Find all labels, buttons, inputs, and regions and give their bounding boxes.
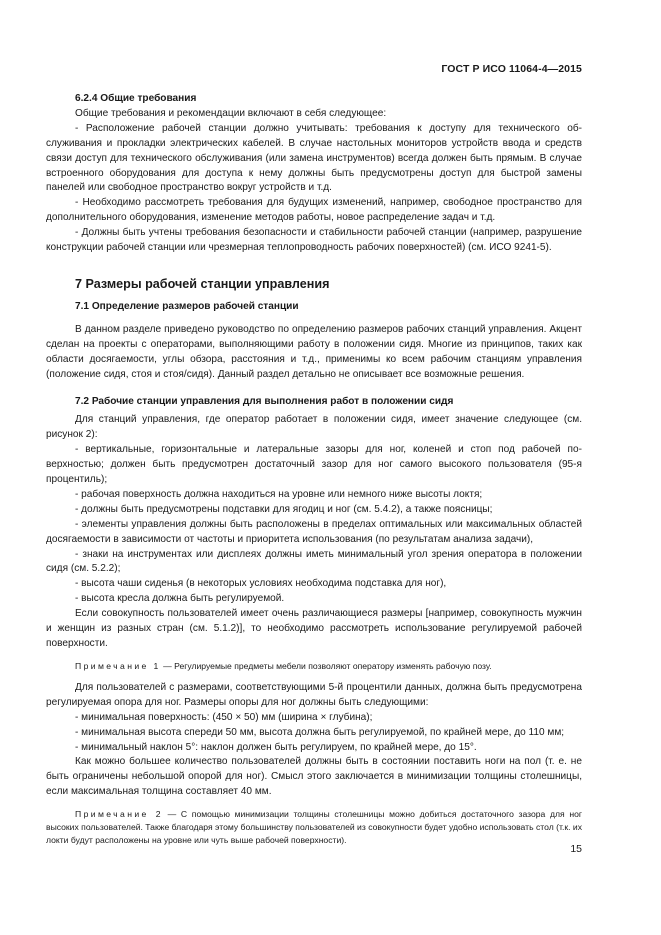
paragraph: Если совокупность пользователей имеет очень различающиеся размеры [например, совокупность мужчин и женщин из разных стран (см. 5.1.2)], то необходимо рассмотреть использование регулируемой рабочей поверхности.: [46, 608, 582, 649]
note-1: [46, 660, 582, 673]
paragraph: В данном разделе приведено руководство по определению размеров рабочих станций управления. Акцент сделан на проекты с операторами, выполняющими работу в положении сидя. Многие из принципов, таких как области досягаемости, углы обзора, расстояния и т.д., применимы ко всем рабочим станциям управления (положение сидя, стоя и стоя/сидя). Данный раздел детально не описывает все возможные решения.: [46, 323, 582, 380]
note-2: [46, 808, 582, 847]
list-item: - минимальный наклон 5°: наклон должен быть регулируем, по крайней мере, до 15°.: [75, 741, 477, 753]
list-item: - должны быть предусмотрены подставки для ягодиц и ног (см. 5.4.2), а также поясницы;: [75, 503, 493, 515]
section-7-heading: 7 Размеры рабочей станции управления: [75, 276, 330, 291]
list-item: - элементы управления должны быть расположены в пределах оптимальных или максимальных областей досягаемости в зависимости от частоты и приоритета использования (по результатам анализа задачи),: [46, 518, 582, 545]
note-2-label: Примечание 2: [75, 809, 163, 820]
list-item: - Расположение рабочей станции должно учитывать: требования к доступу для технического обслуживания и прокладки электрических кабелей. В случае настольных мониторов устройств ввода и средств связи доступ для технического обслуживания (или замена инструментов) всегда должен быть прямым. В случае встроенного оборудования для доступа к нему должны быть предусмотрены доступ для быстрой замены панелей или свободное пространство вокруг устройств и т.д.: [46, 122, 582, 194]
page-number: 15: [570, 843, 582, 855]
section-6-2-4-heading: 6.2.4 Общие требования: [75, 93, 197, 104]
list-item: - вертикальные, горизонтальные и латеральные зазоры для ног, коленей и стоп под рабочей поверхностью; должен быть предусмотрен достаточный зазор для ног самого высокого пользователя (95-я процентиль);: [46, 444, 582, 486]
list-item: - высота чаши сиденья (в некоторых условиях необходима подставка для ног),: [75, 578, 447, 590]
paragraph: Для станций управления, где оператор работает в положении сидя, имеет значение следующее (см. рисунок 2):: [46, 414, 582, 441]
paragraph: Общие требования и рекомендации включают в себя следующее:: [75, 107, 387, 119]
list-item: - Должны быть учтены требования безопасности и стабильности рабочей станции (например, разрушение конструкции рабочей станции или чрезмерная теплопроводность рабочих поверхностей) (см. ИСО 9241-5).: [46, 227, 582, 254]
note-1-label: Примечание 1: [75, 660, 161, 671]
note-2-text: — С помощью минимизации толщины столешницы можно добиться достаточного зазора для ног высоких пользователей. Также благодаря этому большинству пользователей из совокупности будет удобно использовать стол (т.к. их локти будут расположены на уровне или чуть выше рабочей поверхности).: [46, 809, 583, 846]
list-item: - рабочая поверхность должна находиться на уровне или немного ниже высоты локтя;: [75, 488, 483, 500]
page-content: [46, 92, 582, 855]
list-item: - минимальная поверхность: (450 × 50) мм (ширина × глубина);: [75, 711, 373, 723]
section-7-2-heading: 7.2 Рабочие станции управления для выполнения работ в положении сидя: [75, 395, 454, 407]
document-number: ГОСТ Р ИСО 11064-4—2015: [441, 63, 582, 75]
list-item: - высота кресла должна быть регулируемой.: [75, 593, 285, 605]
note-1-text: — Регулируемые предметы мебели позволяют оператору изменять рабочую позу.: [160, 660, 492, 671]
section-7-1-heading: 7.1 Определение размеров рабочей станции: [75, 300, 299, 312]
paragraph: Как можно большее количество пользователей должны быть в состоянии поставить ноги на пол (т. е. не быть ограничены небольшой опорой для ног). Смысл этого заключается в минимизации толщины столешницы, если максимальная толщина составляет 40 мм.: [46, 756, 582, 798]
paragraph: Для пользователей с размерами, соответствующими 5-й процентили данных, должна быть предусмотрена регулируемая опора для ног. Размеры опоры для ног должны быть следующими:: [46, 681, 582, 708]
list-item: - минимальная высота спереди 50 мм, высота должна быть регулируемой, по крайней мере, до 110 мм;: [75, 726, 565, 738]
list-item: - Необходимо рассмотреть требования для будущих изменений, например, свободное пространство для дополнительного оборудования, изменение методов работы, новое распределение задач и т.д.: [46, 197, 582, 224]
list-item: - знаки на инструментах или дисплеях должны иметь минимальный угол зрения оператора в положении сидя (см. 5.2.2);: [46, 548, 582, 575]
